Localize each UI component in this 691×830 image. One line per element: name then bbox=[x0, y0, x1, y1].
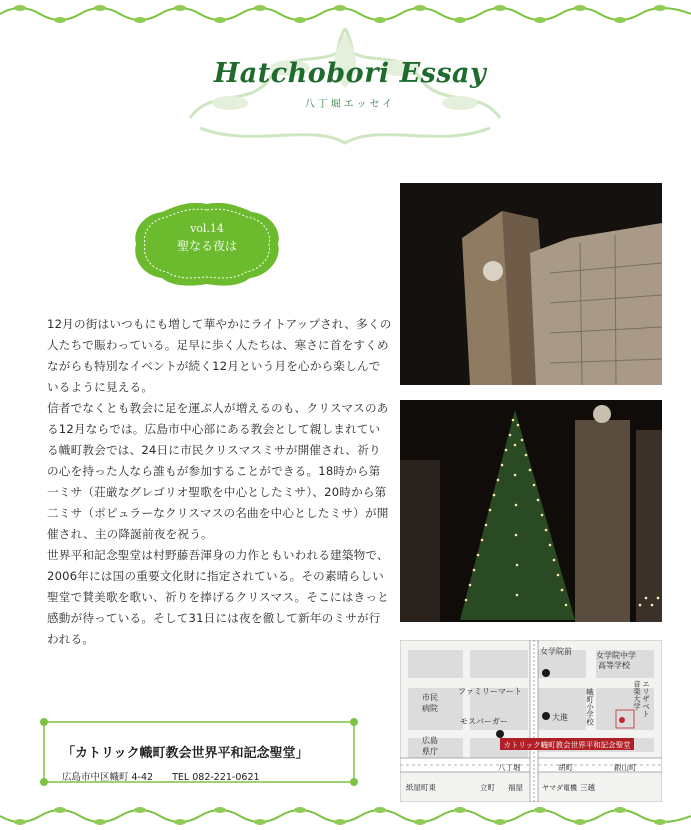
map-label-ongaku: 音楽大学 bbox=[632, 680, 642, 710]
map-label-joshi-school: 女学院中学 bbox=[596, 651, 636, 660]
church-tower-photo bbox=[400, 183, 662, 385]
map-label-kanayama: 銀山町 bbox=[614, 763, 637, 772]
map-label-fukuya: 福屋 bbox=[508, 783, 523, 792]
location-map bbox=[400, 640, 662, 802]
page-title: Hatchobori Essay bbox=[213, 58, 487, 89]
map-label-hiroshima: 広島 bbox=[422, 736, 438, 745]
map-label-family-mart: ファミリーマート bbox=[458, 687, 522, 696]
map-label-shimin: 市民 bbox=[422, 693, 438, 702]
map-label-joshi-mae: 女学院前 bbox=[540, 647, 572, 656]
map-label-kencho: 県庁 bbox=[422, 747, 438, 756]
church-tel: TEL 082-221-0621 bbox=[172, 772, 260, 783]
map-label-hatchobori: 八丁堀 bbox=[498, 763, 521, 772]
map-label-ekusa: エリザベト bbox=[641, 680, 651, 718]
essay-paragraph: 12月の街はいつもにも増して華やかにライトアップされ、多くの人たちで賑わっている。足早に歩く人たちは、寒さに首をすくめながらも特別なイベントが続く12月という月を心から楽しんでいるように見える。 bbox=[47, 317, 392, 394]
top-vine-border bbox=[0, 0, 691, 28]
vol-badge-text bbox=[132, 222, 282, 254]
map-label-byoin: 病院 bbox=[422, 704, 438, 713]
map-label-tanaka: 胡町 bbox=[558, 763, 573, 772]
map-label-joshi-school2: 高等学校 bbox=[598, 661, 630, 670]
vol-number: vol.14 bbox=[190, 222, 224, 235]
church-contact bbox=[62, 769, 276, 783]
map-label-church: カトリック幟町教会世界平和記念聖堂 bbox=[503, 740, 631, 750]
church-name: 「カトリック幟町教会世界平和記念聖堂」 bbox=[62, 746, 309, 761]
bottom-vine-border bbox=[0, 802, 691, 830]
christmas-tree-photo bbox=[400, 400, 662, 622]
map-label-mitsukoshi: 三越 bbox=[580, 783, 595, 792]
essay-body bbox=[47, 314, 392, 650]
map-label-daishin: 大進 bbox=[552, 713, 568, 722]
page-subtitle: 八丁堀エッセイ bbox=[304, 99, 396, 110]
essay-title: 聖なる夜は bbox=[176, 239, 237, 253]
essay-paragraph: 信者でなくとも教会に足を運ぶ人が増えるのも、クリスマスのある12月ならでは。広島市中心部にある教会として親しまれている幟町教会では、24日に市民クリスマスミサが開催され、祈りの心を持った人なら誰もが参加することができる。18時から第一ミサ（荘厳なグレゴリオ聖歌を中心としたミサ）、20時から第二ミサ（ポピュラーなクリスマスの名曲を中心としたミサ）が開催され、主の降誕前夜を祝う。 bbox=[47, 401, 389, 541]
essay-paragraph: 世界平和記念聖堂は村野藤吾渾身の力作ともいわれる建築物で、2006年には国の重要文化財に指定されている。その素晴らしい聖堂で賛美歌を歌い、祈りを捧げるクリスマス。そこにはきっと感動が待っている。そして31日には夜を徹して新年のミサが行われる。 bbox=[47, 548, 389, 646]
map-label-yamada: ヤマダ電機 bbox=[542, 784, 577, 792]
church-address: 広島市中区幟町 4-42 bbox=[62, 772, 154, 783]
map-label-mos: モスバーガー bbox=[460, 717, 508, 726]
map-label-tatemachi: 立町 bbox=[480, 783, 495, 792]
map-label-kamiyacho: 紙屋町東 bbox=[406, 783, 436, 792]
map-label-nobori-elem: 幟町小学校 bbox=[585, 688, 595, 726]
